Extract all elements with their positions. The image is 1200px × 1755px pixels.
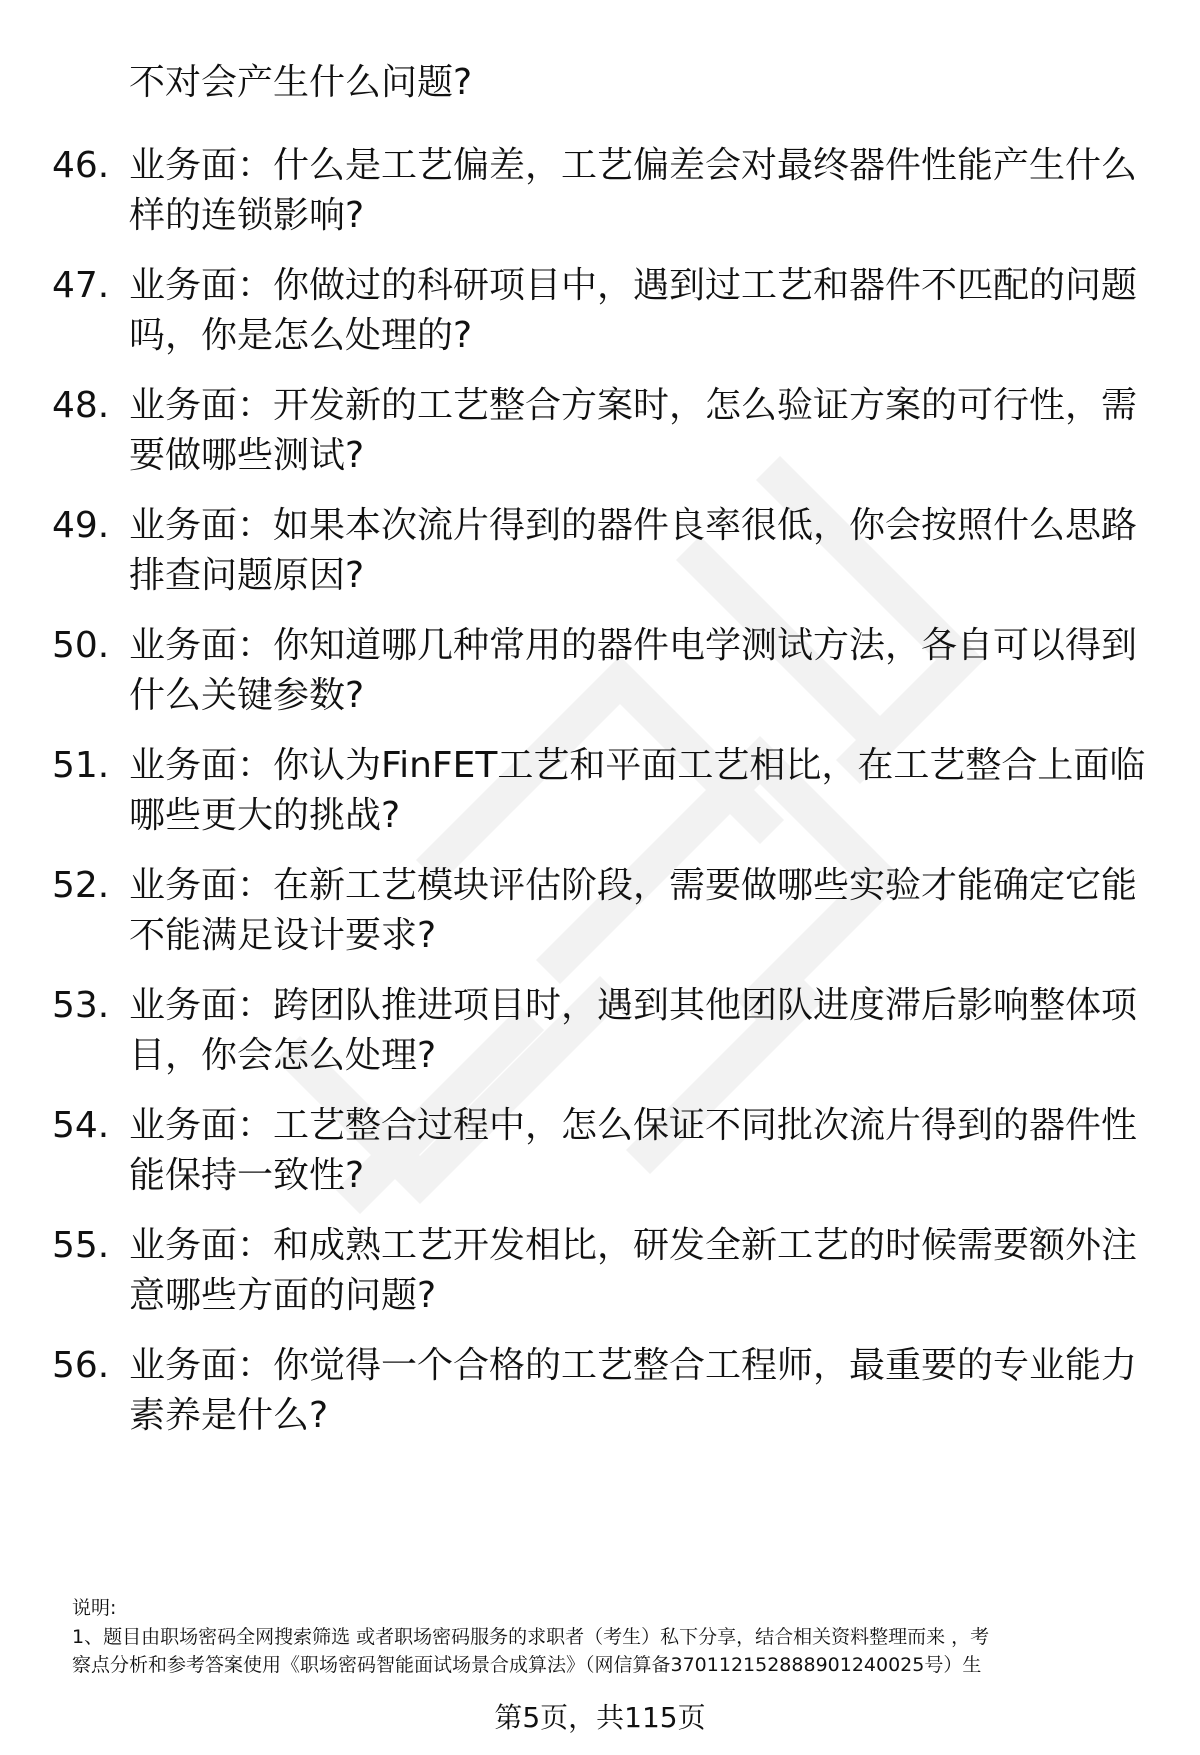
question-text-line: 业务面：你认为FinFET工艺和平面工艺相比，在工艺整合上面临 (129, 745, 1146, 786)
question-item (0, 861, 1200, 971)
question-text-line: 吗，你是怎么处理的? (129, 315, 473, 356)
question-text-line: 业务面：你觉得一个合格的工艺整合工程师，最重要的专业能力 (129, 1345, 1138, 1386)
question-text-line: 素养是什么? (129, 1395, 329, 1436)
question-text-line: 业务面：你做过的科研项目中，遇到过工艺和器件不匹配的问题 (129, 265, 1138, 306)
question-text-line: 什么关键参数? (129, 675, 365, 716)
question-text-line: 排查问题原因? (129, 555, 365, 596)
question-text-line: 要做哪些测试? (129, 435, 365, 476)
question-text-line: 意哪些方面的问题? (129, 1275, 437, 1316)
page-number: 第5页，共115页 (494, 1701, 706, 1734)
previous-question-continuation: 不对会产生什么问题? (129, 62, 473, 103)
question-text-line: 业务面：跨团队推进项目时，遇到其他团队进度滞后影响整体项 (129, 985, 1138, 1026)
question-number: 56. (52, 1345, 110, 1386)
question-item (0, 501, 1200, 611)
question-item (0, 1221, 1200, 1331)
question-number: 48. (52, 385, 110, 426)
question-text-line: 业务面：在新工艺模块评估阶段，需要做哪些实验才能确定它能 (129, 865, 1138, 906)
question-text-line: 目，你会怎么处理? (129, 1035, 437, 1076)
notes-line: 察点分析和参考答案使用《职场密码智能面试场景合成算法》（网信算备370112152888901240025号）生 (72, 1654, 982, 1676)
notes-heading: 说明: (72, 1597, 117, 1619)
question-number: 53. (52, 985, 110, 1026)
question-text-line: 业务面：什么是工艺偏差，工艺偏差会对最终器件性能产生什么 (129, 145, 1138, 186)
question-number: 52. (52, 865, 110, 906)
question-text-line: 能保持一致性? (129, 1155, 365, 1196)
question-item (0, 261, 1200, 371)
question-text-line: 业务面：和成熟工艺开发相比，研发全新工艺的时候需要额外注 (129, 1225, 1138, 1266)
notes-line: 1、题目由职场密码全网搜索筛选 或者职场密码服务的求职者（考生）私下分享，结合相关资料整理而来 ，考 (72, 1626, 990, 1648)
question-text-line: 业务面：你知道哪几种常用的器件电学测试方法，各自可以得到 (129, 625, 1138, 666)
question-item (0, 141, 1200, 251)
question-number: 50. (52, 625, 110, 666)
question-item (0, 381, 1200, 491)
question-item (0, 621, 1200, 731)
question-number: 46. (52, 145, 110, 186)
question-number: 47. (52, 265, 110, 306)
question-number: 55. (52, 1225, 110, 1266)
question-text-line: 业务面：工艺整合过程中，怎么保证不同批次流片得到的器件性 (129, 1105, 1138, 1146)
question-item (0, 741, 1200, 851)
question-item (0, 1101, 1200, 1211)
question-item (0, 981, 1200, 1091)
question-item (0, 1341, 1200, 1451)
question-text-line: 业务面：开发新的工艺整合方案时，怎么验证方案的可行性，需 (129, 385, 1138, 426)
question-text-line: 哪些更大的挑战? (129, 795, 401, 836)
question-number: 49. (52, 505, 110, 546)
question-text-line: 不能满足设计要求? (129, 915, 437, 956)
question-text-line: 样的连锁影响? (129, 195, 365, 236)
question-number: 54. (52, 1105, 110, 1146)
question-text-line: 业务面：如果本次流片得到的器件良率很低，你会按照什么思路 (129, 505, 1138, 546)
question-number: 51. (52, 745, 110, 786)
